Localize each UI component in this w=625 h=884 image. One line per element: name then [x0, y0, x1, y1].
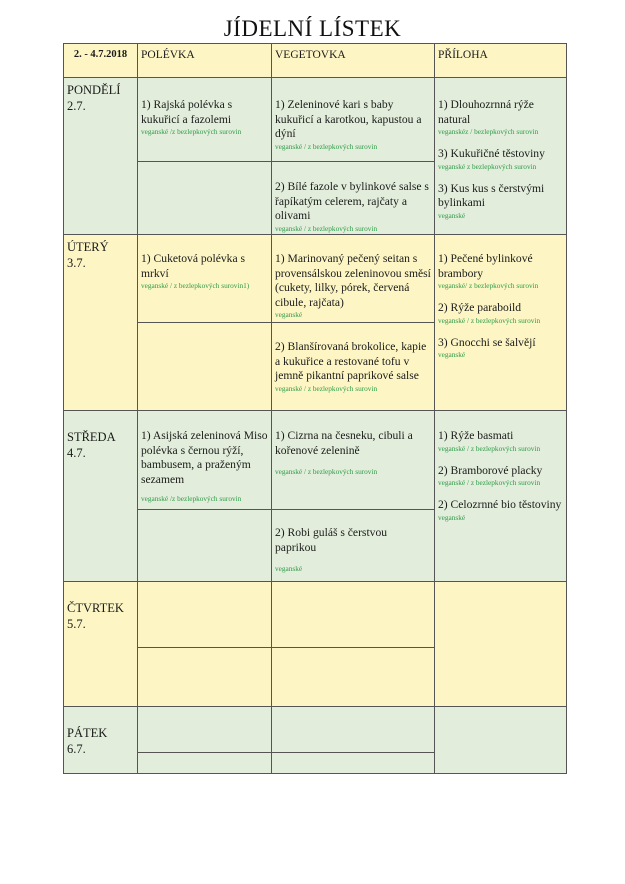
day-thursday	[63, 581, 138, 707]
day-date: 3.7.	[67, 256, 86, 270]
dish-note: veganské /z bezlepkových surovin	[141, 127, 242, 136]
side-dish: 1) Rýže basmati	[438, 429, 514, 442]
dish-note: veganské / z bezlepkových surovin	[275, 141, 378, 151]
dish-note: veganské	[438, 512, 466, 522]
dish-note: veganské / z bezlepkových surovin	[438, 443, 541, 453]
side-dish: 2) Bramborové placky	[438, 463, 543, 477]
day-name: PONDĚLÍ	[67, 83, 121, 97]
tuesday-veg-2-cell	[271, 322, 435, 411]
header-date-range: 2. - 4.7.2018	[63, 43, 138, 78]
friday-veg-1	[271, 706, 435, 753]
veg-dish: 1) Zeleninové kari s baby kukuřicí a karotkou, kapustou a dýní	[275, 98, 422, 140]
dish-note: veganské / z bezlepkových surovin	[438, 478, 541, 487]
thursday-veg-1	[271, 581, 435, 648]
tuesday-sides-cell	[434, 234, 567, 411]
dish-note: veganské/ z bezlepkových surovin	[438, 281, 539, 290]
monday-veg-2-cell	[271, 161, 435, 235]
day-tuesday	[63, 234, 138, 411]
monday-soup-cell	[137, 77, 272, 162]
dish-note: veganské / z bezlepkových surovin	[275, 383, 378, 393]
dish-note: veganské / z bezlepkových surovin1)	[141, 281, 250, 290]
friday-soup-1	[137, 706, 272, 753]
dish-note: veganské	[275, 564, 303, 573]
veg-dish: 1) Marinovaný pečený seitan s provensálskou zeleninovou směsí (cukety, lilky, pórek, červená cibule, rajčata)	[275, 252, 431, 309]
page-title: JÍDELNÍ LÍSTEK	[223, 16, 402, 41]
monday-sides-cell	[434, 77, 567, 235]
friday-soup-2	[137, 752, 272, 774]
day-date: 2.7.	[67, 99, 86, 113]
friday-sides	[434, 706, 567, 774]
soup-dish: 1) Rajská polévka s kukuřicí a fazolemi	[141, 98, 233, 126]
dish-note: veganskéz / bezlepkových surovin	[438, 127, 539, 136]
dish-note: veganské	[438, 210, 466, 220]
day-name: ČTVRTEK	[67, 601, 124, 615]
thursday-soup-1	[137, 581, 272, 648]
day-name: STŘEDA	[67, 430, 116, 444]
wednesday-veg-1-cell	[271, 410, 435, 510]
tuesday-veg-1-cell	[271, 234, 435, 323]
tuesday-soup-empty	[137, 322, 272, 411]
thursday-veg-2	[271, 647, 435, 707]
thursday-soup-2	[137, 647, 272, 707]
monday-veg-1-cell	[271, 77, 435, 162]
dish-note: veganské / z bezlepkových surovin	[275, 223, 378, 233]
side-dish: 3) Gnocchi se šalvějí	[438, 335, 536, 349]
wednesday-veg-2-cell	[271, 509, 435, 582]
day-monday	[63, 77, 138, 235]
dish-note: veganské /z bezlepkových surovin	[141, 494, 242, 503]
header-soup: POLÉVKA	[137, 43, 272, 78]
veg-dish: 2) Blanšírovaná brokolice, kapie a kukuřice a restované tofu v jemně pikantní paprikové salse	[275, 340, 427, 382]
soup-dish: 1) Cuketová polévka s mrkví	[141, 252, 245, 280]
wednesday-sides-cell	[434, 410, 567, 582]
dish-note: veganské	[275, 310, 303, 319]
side-dish: 1) Dlouhozrnná rýže natural	[438, 98, 534, 126]
day-name: ÚTERÝ	[67, 240, 109, 254]
dish-note: veganské / z bezlepkových surovin	[438, 315, 541, 325]
day-date: 6.7.	[67, 742, 86, 756]
veg-dish: 2) Bílé fazole v bylinkové salse s řapíkatým celerem, rajčaty a olivami	[275, 180, 429, 222]
day-wednesday	[63, 410, 138, 582]
day-date: 5.7.	[67, 617, 86, 631]
dish-note: veganské z bezlepkových surovin	[438, 161, 537, 171]
header-side-dish: PŘÍLOHA	[434, 43, 567, 78]
monday-soup-empty	[137, 161, 272, 235]
wednesday-soup-cell	[137, 410, 272, 510]
veg-dish: 1) Cizrna na česneku, cibuli a kořenové zelenině	[275, 429, 413, 457]
header-vegetovka: VEGETOVKA	[271, 43, 435, 78]
side-dish: 3) Kukuřičné těstoviny	[438, 147, 545, 160]
side-dish: 2) Rýže paraboild	[438, 301, 522, 314]
day-name: PÁTEK	[67, 726, 108, 740]
day-date: 4.7.	[67, 446, 86, 460]
dish-note: veganské / z bezlepkových surovin	[275, 467, 378, 476]
veg-dish: 2) Robi guláš s čerstvou paprikou	[275, 526, 388, 554]
side-dish: 3) Kus kus s čerstvými bylinkami	[438, 181, 545, 209]
tuesday-soup-cell	[137, 234, 272, 323]
side-dish: 1) Pečené bylinkové brambory	[438, 252, 533, 280]
wednesday-soup-empty	[137, 509, 272, 582]
dish-note: veganské	[438, 350, 466, 359]
day-friday	[63, 706, 138, 774]
friday-veg-2	[271, 752, 435, 774]
side-dish: 2) Celozrnné bio těstoviny	[438, 498, 562, 511]
thursday-sides	[434, 581, 567, 707]
soup-dish: 1) Asijská zeleninová Miso polévka s černou rýží, bambusem, a praženým sezamem	[141, 429, 268, 486]
